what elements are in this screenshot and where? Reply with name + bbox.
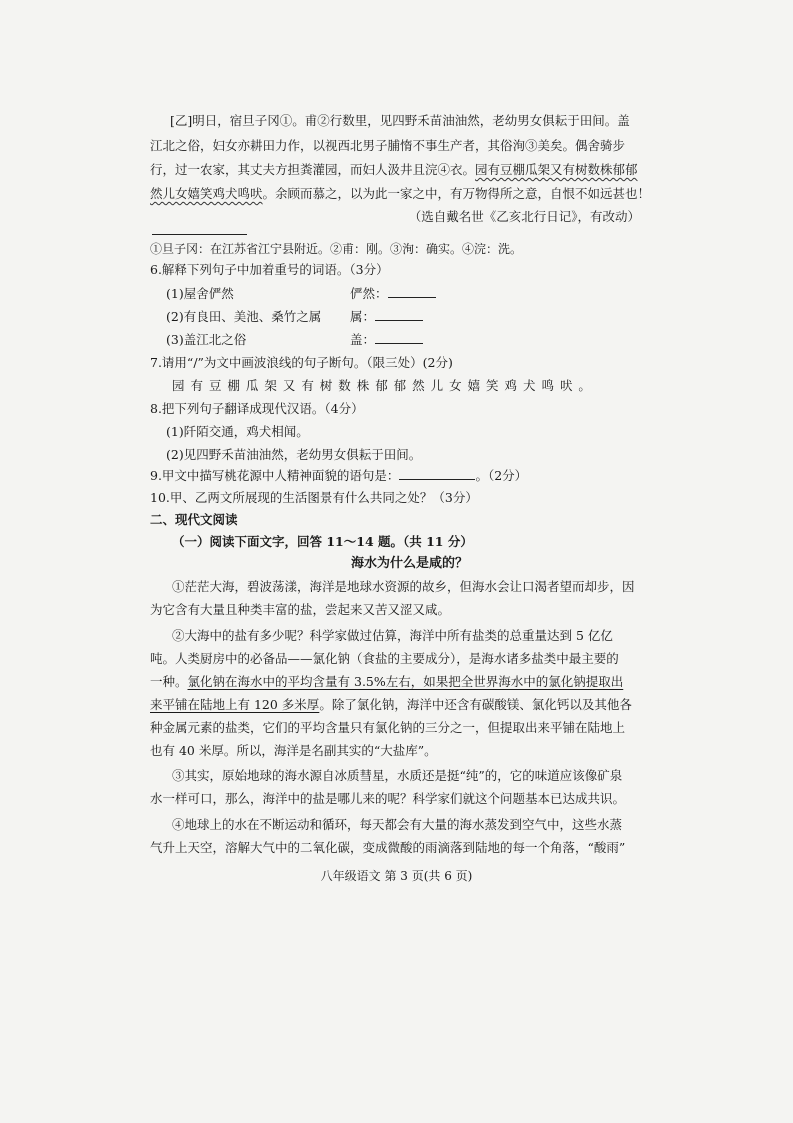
passage-line-4 bbox=[150, 185, 650, 203]
wavy-sentence-part-1: 园有豆棚瓜架又有树数株郁郁 bbox=[475, 162, 638, 177]
article-title: 海水为什么是咸的？ bbox=[350, 556, 468, 571]
q6-stem: 6.解释下列句子中加着重号的词语。（3分） bbox=[150, 262, 389, 277]
article-text: 。除了氯化钠，海洋中还含有碳酸镁、氯化钙以及其他各 bbox=[319, 697, 632, 712]
article-line: 水一样可口，那么，海洋中的盐是哪儿来的呢？科学家们就这个问题基本已达成共识。 bbox=[150, 791, 626, 806]
article-line: 也有 40 米厚。所以，海洋是名副其实的“大盐库”。 bbox=[150, 743, 437, 758]
q8-item-1: (1)阡陌交通，鸡犬相闻。 bbox=[166, 424, 309, 439]
underlined-sentence-part-2: 来平铺在陆地上有 120 多米厚 bbox=[150, 697, 320, 712]
answer-blank[interactable] bbox=[388, 285, 436, 298]
q6-answer-2 bbox=[350, 308, 423, 326]
article-line bbox=[150, 696, 632, 714]
article-text: 一种。 bbox=[150, 674, 188, 689]
footnote-divider bbox=[152, 234, 247, 235]
q9-score: 。（2分） bbox=[475, 468, 528, 483]
section-heading: 二、现代文阅读 bbox=[150, 512, 238, 527]
article-line: ④地球上的水在不断运动和循环，每天都会有大量的海水蒸发到空气中，这些水蒸 bbox=[172, 817, 623, 832]
q6-label-3: 盖： bbox=[350, 332, 376, 347]
answer-blank[interactable] bbox=[375, 308, 423, 321]
footnote: ①旦子冈：在江苏省江宁县附近。②甫：刚。③洵：确实。④浣：洗。 bbox=[150, 242, 523, 256]
passage-line-1: [乙]明日，宿旦子冈①。甫②行数里，见四野禾苗油油然，老幼男女俱耘于田间。盖 bbox=[170, 113, 630, 128]
q6-answer-1 bbox=[350, 285, 436, 303]
q7-sentence: 园 有 豆 棚 瓜 架 又 有 树 数 株 郁 郁 然 儿 女 嬉 笑 鸡 犬 鸣 吠 。 bbox=[172, 378, 592, 393]
article-line: ③其实，原始地球的海水源自冰质彗星，水质还是挺“纯”的，它的味道应该像矿泉 bbox=[172, 768, 623, 783]
section-subheading: （一）阅读下面文字，回答 11～14 题。（共 11 分） bbox=[172, 534, 473, 549]
passage-text: 。余顾而慕之，以为此一家之中，有万物得所之意，自恨不如远甚也！ bbox=[262, 186, 651, 201]
q8-stem: 8.把下列句子翻译成现代汉语。（4分） bbox=[150, 401, 364, 416]
q6-item-3: (3)盖江北之俗 bbox=[166, 332, 247, 347]
article-line: ②大海中的盐有多少呢？科学家做过估算，海洋中所有盐类的总重量达到 5 亿亿 bbox=[172, 628, 613, 643]
passage-source: （选自戴名世《乙亥北行日记》，有改动） bbox=[408, 209, 640, 224]
passage-line-2: 江北之俗，妇女亦耕田力作，以视西北男子脯惰不事生产者，其俗洵③美矣。偶舍骑步 bbox=[150, 138, 626, 153]
passage-text: 行，过一农家，其丈夫方担粪灌园，而妇人汲井且浣④衣。 bbox=[150, 162, 476, 177]
q9-text: 9.甲文中描写桃花源中人精神面貌的语句是： bbox=[150, 468, 400, 483]
q7-stem: 7.请用“/”为文中画波浪线的句子断句。（限三处）(2分) bbox=[150, 355, 453, 370]
wavy-sentence-part-2: 然儿女嬉笑鸡犬鸣吠 bbox=[150, 186, 263, 201]
q8-item-2: (2)见四野禾苗油油然，老幼男女俱耘于田间。 bbox=[166, 447, 422, 462]
article-line: 种金属元素的盐类，它们的平均含量只有氯化钠的三分之一，但提取出来平铺在陆地上 bbox=[150, 720, 626, 735]
q6-label-2: 属： bbox=[350, 309, 376, 324]
answer-blank[interactable] bbox=[399, 467, 475, 480]
article-line: 为它含有大量且种类丰富的盐，尝起来又苦又涩又咸。 bbox=[150, 602, 451, 617]
page-footer: 八年级语文 第 3 页(共 6 页) bbox=[320, 869, 473, 883]
q6-item-1: (1)屋舍俨然 bbox=[166, 286, 234, 301]
q6-label-1: 俨然： bbox=[350, 286, 388, 301]
underlined-sentence-part-1: 氯化钠在海水中的平均含量有 3.5%左右，如果把全世界海水中的氯化钠提取出 bbox=[187, 674, 624, 689]
article-line: 吨。人类厨房中的必备品——氯化钠（食盐的主要成分），是海水诸多盐类中最主要的 bbox=[150, 651, 619, 666]
passage-line-3 bbox=[150, 161, 638, 179]
answer-blank[interactable] bbox=[375, 331, 423, 344]
article-line: 气升上天空，溶解大气中的二氧化碳，变成微酸的雨滴落到陆地的每一个角落，“酸雨” bbox=[150, 840, 626, 855]
article-line: ①茫茫大海，碧波荡漾，海洋是地球水资源的故乡，但海水会让口渴者望而却步，因 bbox=[172, 579, 635, 594]
q6-item-2: (2)有良田、美池、桑竹之属 bbox=[166, 309, 322, 324]
q6-answer-3 bbox=[350, 331, 423, 349]
q9-stem bbox=[150, 467, 527, 485]
article-line bbox=[150, 673, 623, 691]
q10-stem: 10.甲、乙两文所展现的生活图景有什么共同之处？（3分） bbox=[150, 490, 478, 505]
